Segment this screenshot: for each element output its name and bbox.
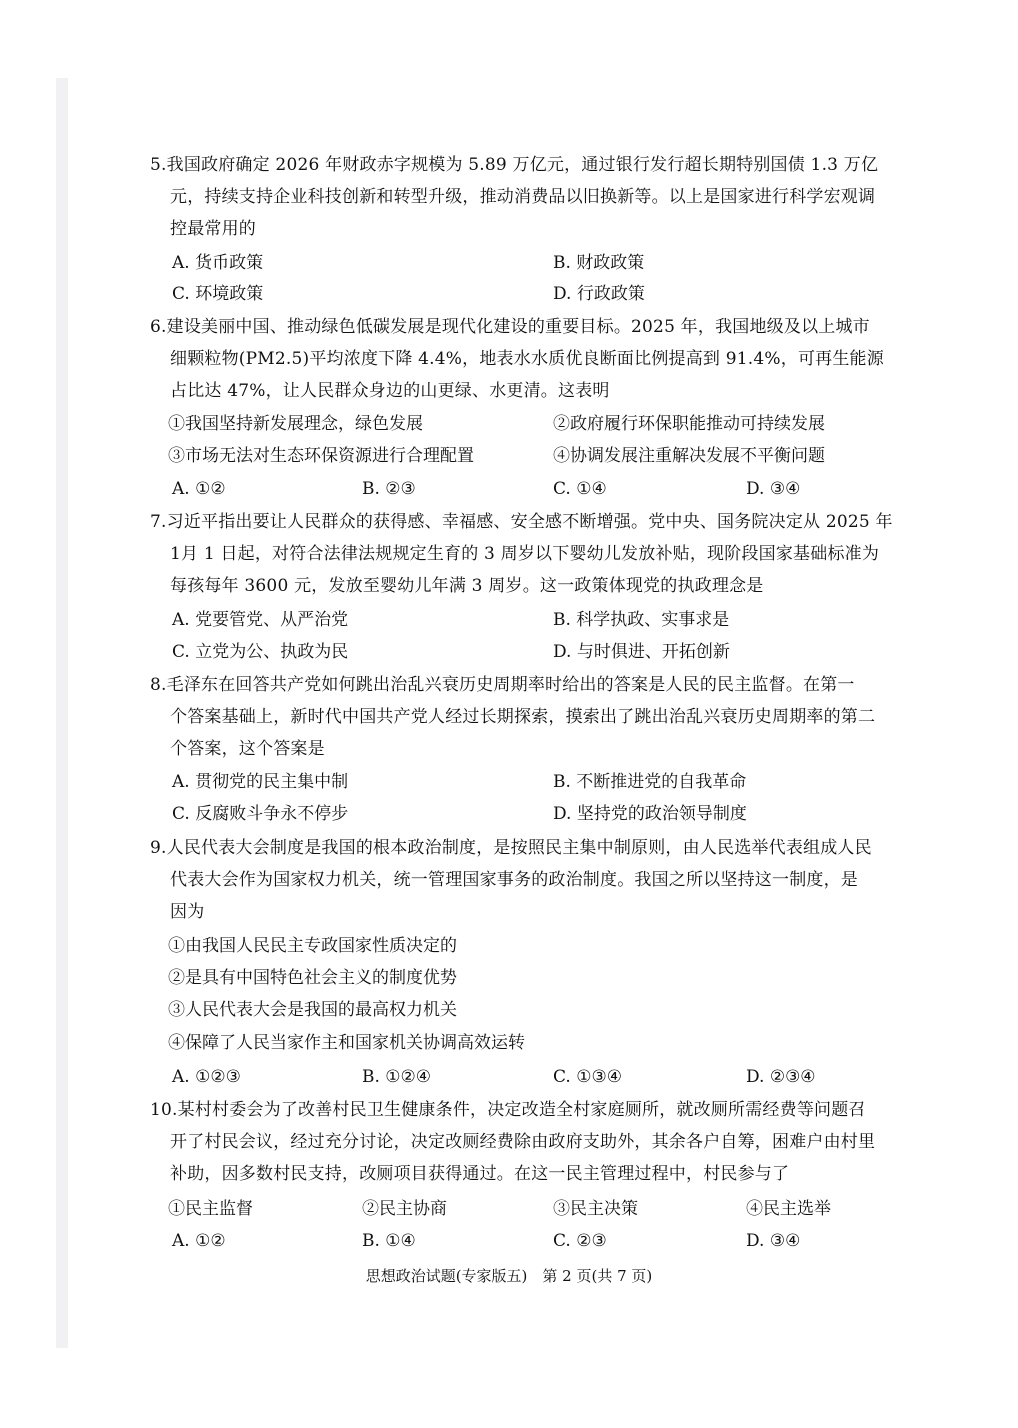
q10-line-1: 10.某村村委会为了改善村民卫生健康条件，决定改造全村家庭厕所，就改厕所需经费等问题召 [150,1100,866,1120]
q6-option-c[interactable]: C. ①④ [553,479,607,499]
q7-line-2: 1月 1 日起，对符合法律法规规定生育的 3 周岁以下婴幼儿发放补贴，现阶段国家基础标准为 [170,544,880,564]
q7-option-a[interactable]: A. 党要管党、从严治党 [172,610,349,630]
q5-option-b[interactable]: B. 财政政策 [553,253,645,273]
q9-statement-2: ②是具有中国特色社会主义的制度优势 [168,968,457,988]
q10-line-2: 开了村民会议，经过充分讨论，决定改厕经费除由政府支助外，其余各户自筹，困难户由村里 [170,1132,876,1152]
q6-line-2: 细颗粒物(PM2.5)平均浓度下降 4.4%，地表水水质优良断面比例提高到 91.4%，可再生能源 [170,349,884,369]
q8-line-1: 8.毛泽东在回答共产党如何跳出治乱兴衰历史周期率时给出的答案是人民的民主监督。在第一 [150,675,855,695]
page-footer: 思想政治试题(专家版五) 第 2 页(共 7 页) [365,1267,653,1285]
q9-line-1: 9.人民代表大会制度是我国的根本政治制度，是按照民主集中制原则，由人民选举代表组成人民 [150,838,872,858]
q6-statement-3: ③市场无法对生态环保资源进行合理配置 [168,446,474,466]
q5-option-a[interactable]: A. 货币政策 [172,253,264,273]
q9-line-2: 代表大会作为国家权力机关，统一管理国家事务的政治制度。我国之所以坚持这一制度，是 [170,870,858,890]
q9-line-3: 因为 [170,902,205,922]
q10-statement-2: ②民主协商 [362,1199,447,1219]
q7-option-b[interactable]: B. 科学执政、实事求是 [553,610,730,630]
q9-option-a[interactable]: A. ①②③ [172,1067,241,1087]
q6-line-3: 占比达 47%，让人民群众身边的山更绿、水更清。这表明 [170,381,610,401]
q9-option-b[interactable]: B. ①②④ [362,1067,432,1087]
q5-line-3: 控最常用的 [170,219,256,239]
q6-option-b[interactable]: B. ②③ [362,479,416,499]
q5-option-d[interactable]: D. 行政政策 [553,284,645,304]
q7-line-1: 7.习近平指出要让人民群众的获得感、幸福感、安全感不断增强。党中央、国务院决定从 2025 年 [150,512,893,532]
q8-line-3: 个答案，这个答案是 [170,739,325,759]
q6-line-1: 6.建设美丽中国、推动绿色低碳发展是现代化建设的重要目标。2025 年，我国地级及以上城市 [150,317,870,337]
q6-statement-1: ①我国坚持新发展理念，绿色发展 [168,414,423,434]
q5-line-1: 5.我国政府确定 2026 年财政赤字规模为 5.89 万亿元，通过银行发行超长期特别国债 1.3 万亿 [150,155,879,175]
q6-option-d[interactable]: D. ③④ [746,479,801,499]
q9-option-d[interactable]: D. ②③④ [746,1067,816,1087]
q10-statement-4: ④民主选举 [746,1199,831,1219]
q8-option-a[interactable]: A. 贯彻党的民主集中制 [172,772,349,792]
q10-option-d[interactable]: D. ③④ [746,1231,801,1251]
q5-option-c[interactable]: C. 环境政策 [172,284,264,304]
q7-option-c[interactable]: C. 立党为公、执政为民 [172,642,349,662]
q8-option-c[interactable]: C. 反腐败斗争永不停步 [172,804,349,824]
q10-option-c[interactable]: C. ②③ [553,1231,607,1251]
q9-statement-1: ①由我国人民民主专政国家性质决定的 [168,936,457,956]
q6-statement-4: ④协调发展注重解决发展不平衡问题 [553,446,825,466]
q10-option-b[interactable]: B. ①④ [362,1231,416,1251]
q10-statement-1: ①民主监督 [168,1199,253,1219]
q9-statement-4: ④保障了人民当家作主和国家机关协调高效运转 [168,1033,525,1053]
q9-option-c[interactable]: C. ①③④ [553,1067,622,1087]
q8-option-b[interactable]: B. 不断推进党的自我革命 [553,772,747,792]
q6-statement-2: ②政府履行环保职能推动可持续发展 [553,414,825,434]
q10-statement-3: ③民主决策 [553,1199,638,1219]
q8-option-d[interactable]: D. 坚持党的政治领导制度 [553,804,747,824]
q8-line-2: 个答案基础上，新时代中国共产党人经过长期探索，摸索出了跳出治乱兴衰历史周期率的第二 [170,707,876,727]
q10-option-a[interactable]: A. ①② [172,1231,226,1251]
q6-option-a[interactable]: A. ①② [172,479,226,499]
q7-line-3: 每孩每年 3600 元，发放至婴幼儿年满 3 周岁。这一政策体现党的执政理念是 [170,576,764,596]
q7-option-d[interactable]: D. 与时俱进、开拓创新 [553,642,730,662]
q5-line-2: 元，持续支持企业科技创新和转型升级，推动消费品以旧换新等。以上是国家进行科学宏观调 [170,187,876,207]
q9-statement-3: ③人民代表大会是我国的最高权力机关 [168,1000,457,1020]
q10-line-3: 补助，因多数村民支持，改厕项目获得通过。在这一民主管理过程中，村民参与了 [170,1164,790,1184]
